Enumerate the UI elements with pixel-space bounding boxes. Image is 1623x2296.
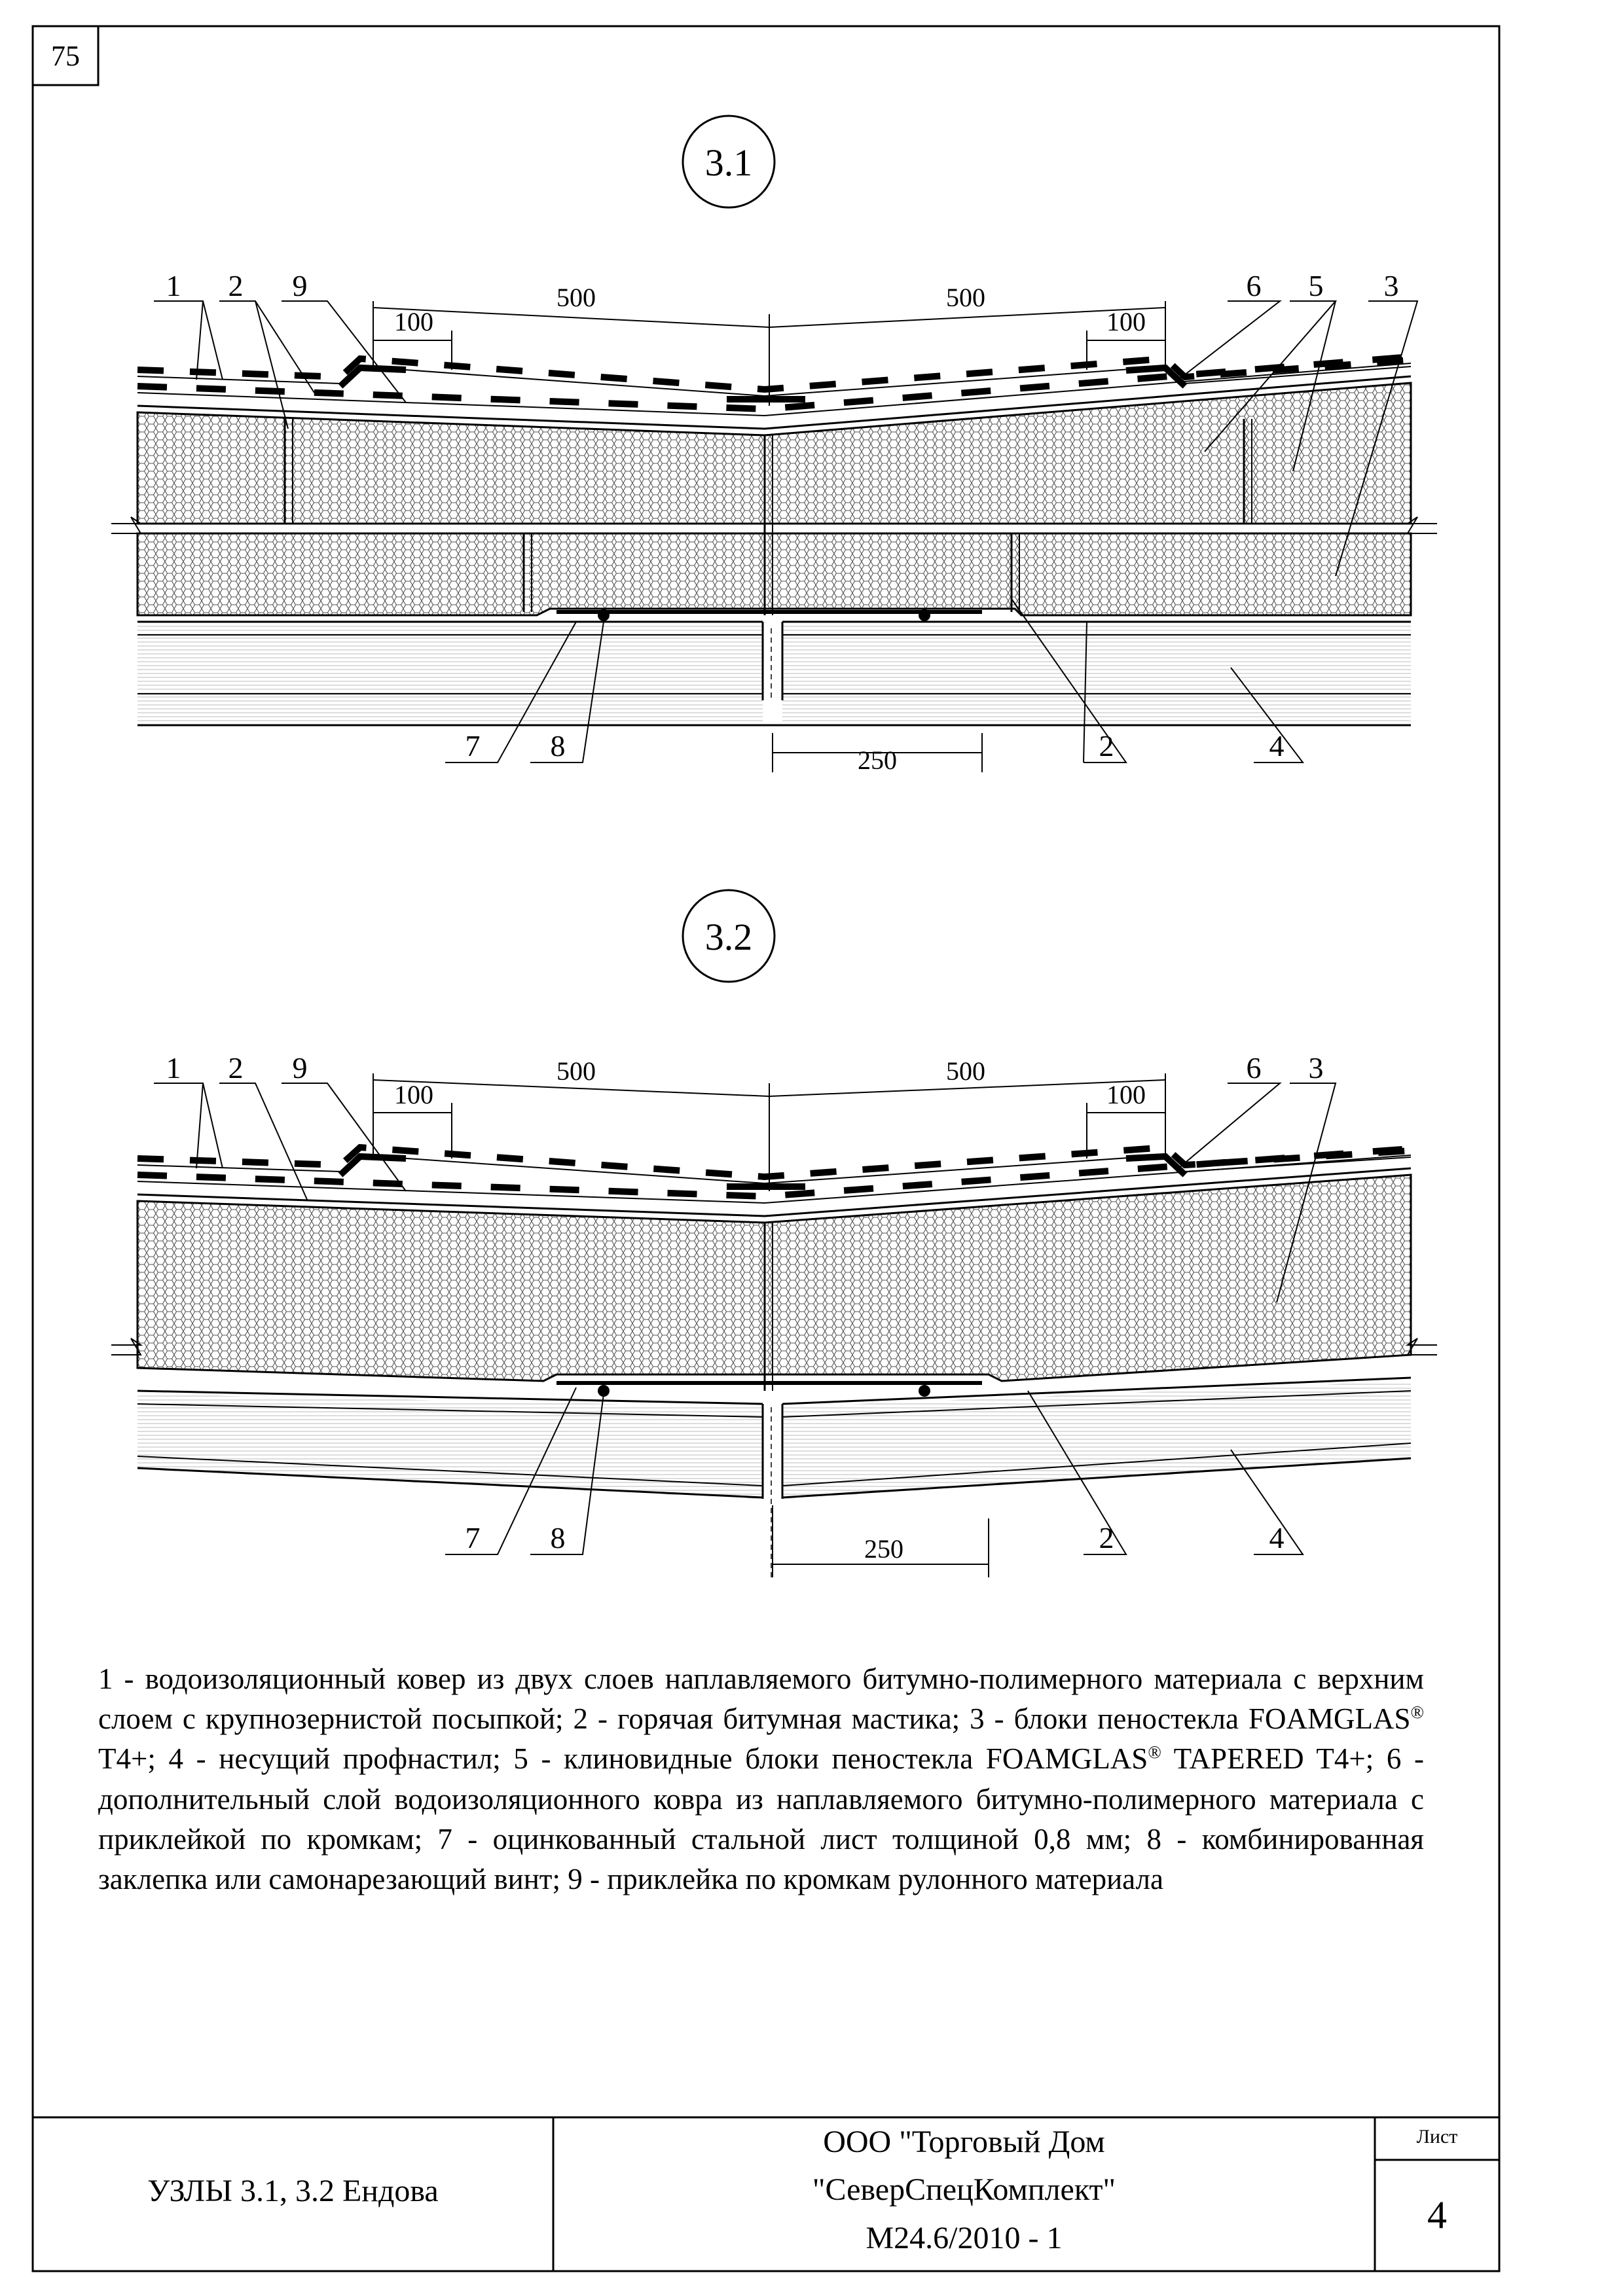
legend-part-2: T4+; 4 - несущий профнастил; 5 - клиновидные блоки пеностекла FOAMGLAS	[98, 1742, 1148, 1776]
break-mark-right-3-2	[1408, 1338, 1437, 1355]
steel-sheet-3-1	[556, 609, 982, 621]
legend	[98, 1659, 1424, 1899]
callout-3-3-2: 3	[1308, 1051, 1324, 1085]
dim-left-span-3-2: 500	[556, 1056, 596, 1086]
legend-part-3: TAPERED T4+; 6 - дополнительный слой водоизоляционного ковра из наплавляемого битумно-полимерного материала с приклейкой по кромкам; 7 - оцинкованный стальной лист толщиной 0,8 мм; 8 - комбинированная заклепка или самонарезающий винт; 9 - приклейка по кромкам рулонного материала	[98, 1742, 1424, 1895]
callout-2b-3-1: 2	[1099, 729, 1114, 762]
node-title: УЗЛЫ 3.1, 3.2 Ендова	[147, 2174, 439, 2208]
detail-id-3-1: 3.1	[704, 141, 753, 184]
sheet-number: 4	[1427, 2193, 1447, 2236]
registered-mark-2: ®	[1148, 1742, 1161, 1763]
callout-9-3-2: 9	[292, 1051, 308, 1085]
callout-2-3-2: 2	[228, 1051, 244, 1085]
callout-9-3-1: 9	[292, 269, 308, 302]
callout-1-3-1: 1	[166, 269, 181, 302]
organization-line-2: "СеверСпецКомплект"	[812, 2172, 1116, 2207]
break-mark-right-3-1	[1408, 517, 1437, 533]
sheet-label: Лист	[1416, 2126, 1458, 2147]
callout-5-3-1: 5	[1308, 269, 1324, 302]
callout-6-3-1: 6	[1246, 269, 1262, 302]
dim-right-offset-3-1: 100	[1106, 307, 1146, 336]
registered-mark-1: ®	[1410, 1702, 1424, 1723]
organization-line-1: ООО "Торговый Дом	[823, 2125, 1105, 2159]
document-code: М24.6/2010 - 1	[866, 2221, 1063, 2255]
callout-1-3-2: 1	[166, 1051, 181, 1085]
callout-4-3-1: 4	[1269, 729, 1285, 762]
rivet-right-3-2	[919, 1385, 930, 1397]
callout-6-3-2: 6	[1246, 1051, 1262, 1085]
callout-2b-3-2: 2	[1099, 1521, 1114, 1554]
detail-3-2	[111, 890, 1437, 1577]
dim-left-offset-3-1: 100	[394, 307, 433, 336]
dim-left-offset-3-2: 100	[394, 1080, 433, 1109]
legend-part-1: 1 - водоизоляционный ковер из двух слоев наплавляемого битумно-полимерного материала с верхним слоем с крупнозернистой посыпкой; 2 - горячая битумная мастика; 3 - блоки пеностекла FOAMGLAS	[98, 1662, 1424, 1736]
dim-bottom-3-1: 250	[858, 745, 897, 775]
page-number: 75	[51, 40, 80, 72]
foamglas-blocks-lower-3-1	[137, 533, 1411, 615]
detail-3-1	[111, 116, 1437, 775]
steel-sheet-3-2	[556, 1383, 982, 1397]
rivet-left-3-1	[598, 609, 610, 621]
callout-8-3-1: 8	[550, 729, 566, 762]
break-mark-left-3-2	[111, 1338, 141, 1355]
steel-deck-3-2	[137, 1378, 1411, 1577]
callout-8-3-2: 8	[550, 1521, 566, 1554]
callout-3-3-1: 3	[1383, 269, 1399, 302]
dim-right-offset-3-2: 100	[1106, 1080, 1146, 1109]
rivet-right-3-1	[919, 609, 930, 621]
callout-7-3-2: 7	[465, 1521, 481, 1554]
sheet-frame	[33, 26, 1499, 2271]
break-mark-left-3-1	[111, 517, 141, 533]
dim-right-span-3-2: 500	[946, 1056, 985, 1086]
callout-2-3-1: 2	[228, 269, 244, 302]
callout-4-3-2: 4	[1269, 1521, 1285, 1554]
callout-7-3-1: 7	[465, 729, 481, 762]
dim-right-span-3-1: 500	[946, 283, 985, 312]
dim-left-span-3-1: 500	[556, 283, 596, 312]
steel-deck-3-1	[137, 622, 1411, 726]
detail-id-3-2: 3.2	[704, 916, 753, 958]
dim-bottom-3-2: 250	[864, 1534, 903, 1564]
foamglas-blocks-3-2	[137, 1175, 1411, 1391]
